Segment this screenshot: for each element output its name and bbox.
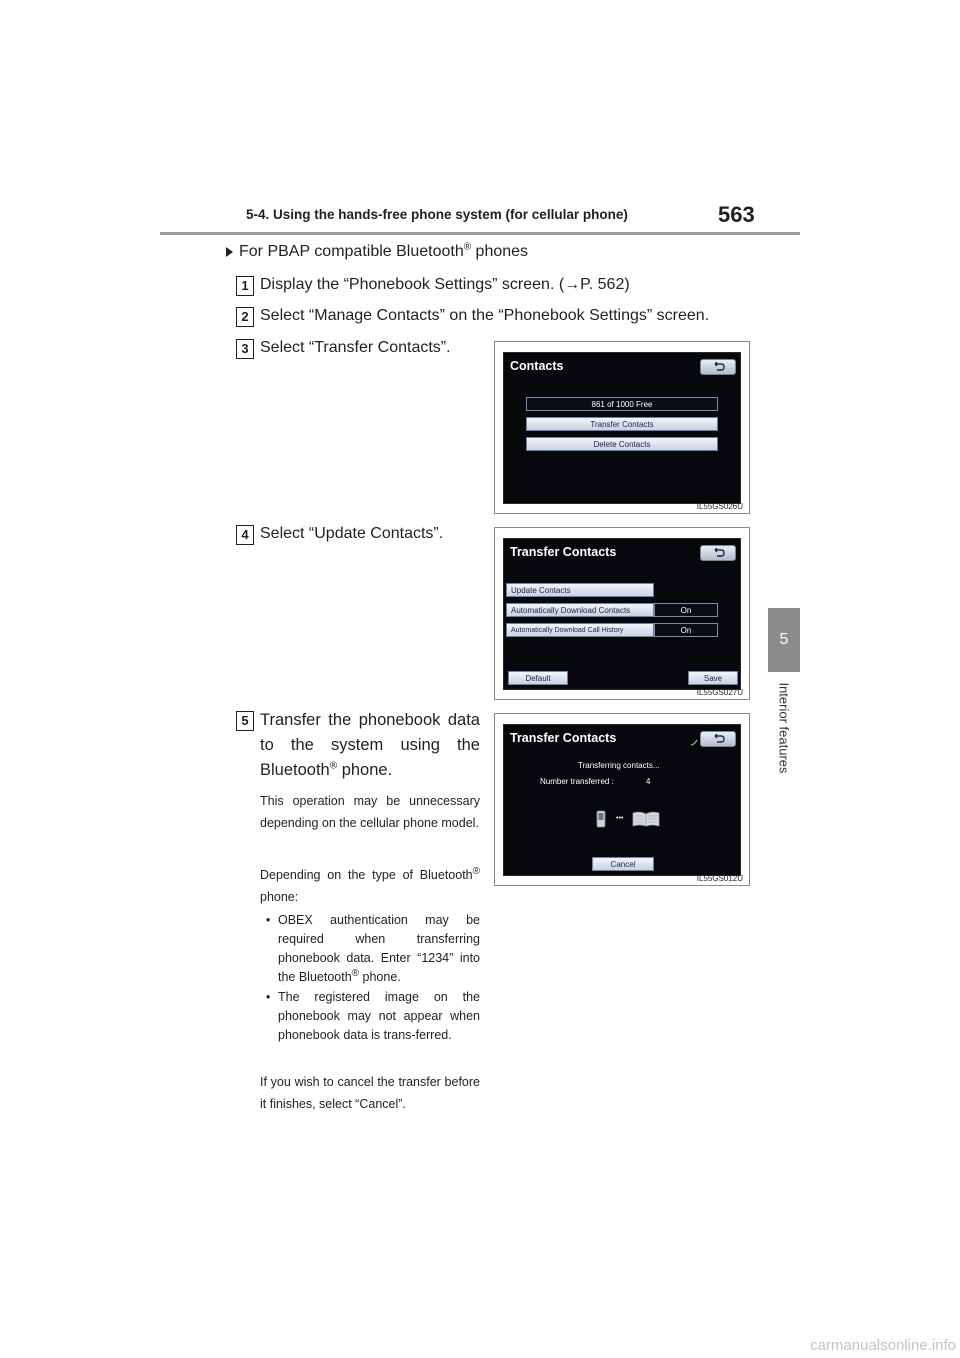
header-rule xyxy=(160,232,800,235)
note-unnecessary: This operation may be unnecessary depending on the cellular phone model. xyxy=(260,794,480,830)
step-number-3: 3 xyxy=(236,339,254,359)
image-code: IL55GS026U xyxy=(696,502,743,511)
bullet-dot: • xyxy=(266,990,271,1004)
back-arrow-icon xyxy=(711,548,725,558)
transfer-count-value: 4 xyxy=(646,777,651,786)
note-cancel: If you wish to cancel the transfer before it finishes, select “Cancel”. xyxy=(260,1075,480,1111)
auto-download-contacts-value: On xyxy=(654,603,718,617)
back-arrow-icon xyxy=(711,734,725,744)
step-number-2: 2 xyxy=(236,307,254,327)
save-button[interactable]: Save xyxy=(688,671,738,685)
bullet-image-text: The registered image on the phonebook may not appear when phonebook data is trans-ferred. xyxy=(278,990,480,1042)
auto-download-contacts-button[interactable]: Automatically Download Contacts xyxy=(506,603,654,617)
bullet-dot: • xyxy=(266,913,271,927)
triangle-bullet-icon xyxy=(226,247,233,257)
transfer-contacts-button[interactable]: Transfer Contacts xyxy=(526,417,718,431)
phonebook-icon xyxy=(632,811,660,827)
screenshot-contacts xyxy=(494,341,750,514)
cellphone-icon xyxy=(596,809,606,829)
watermark: carmanualsonline.info xyxy=(810,1337,956,1354)
step-text-1: Display the “Phonebook Settings” screen. (→P. 562) xyxy=(260,276,630,293)
note-depending-text: Depending on the type of Bluetooth xyxy=(260,868,473,882)
chapter-label: Interior features xyxy=(776,682,792,774)
image-code: IL55GS027U xyxy=(696,688,743,697)
section-title: 5-4. Using the hands-free phone system (for cellular phone) xyxy=(246,207,628,222)
step-text-3: Select “Transfer Contacts”. xyxy=(260,339,451,356)
page-number: 563 xyxy=(718,202,755,227)
step-text-4: Select “Update Contacts”. xyxy=(260,525,444,542)
intro-line xyxy=(226,243,528,261)
chapter-tab: 5 xyxy=(768,608,800,672)
step5-text-after: phone. xyxy=(337,761,393,779)
bullet-obex xyxy=(266,911,480,987)
delete-contacts-button[interactable]: Delete Contacts xyxy=(526,437,718,451)
step-text-5 xyxy=(260,708,480,783)
step-number-1: 1 xyxy=(236,276,254,296)
step5-text: Transfer the phonebook data to the system using the Bluetooth xyxy=(260,711,480,779)
screen-title: Contacts xyxy=(510,359,564,373)
update-contacts-button[interactable]: Update Contacts xyxy=(506,583,654,597)
memory-status: 861 of 1000 Free xyxy=(526,397,718,411)
bullet-image xyxy=(266,988,480,1045)
default-button[interactable]: Default xyxy=(508,671,568,685)
transfer-count-label: Number transferred : xyxy=(540,777,614,786)
step-number-4: 4 xyxy=(236,525,254,545)
intro-text: For PBAP compatible Bluetooth xyxy=(239,243,464,260)
contacts-screen xyxy=(503,352,741,504)
screenshot-transfer-settings xyxy=(494,527,750,700)
bullet-obex-text: OBEX authentication may be required when transferring phonebook data. Enter “1234” into the Bluetooth xyxy=(278,913,480,984)
screen-title: Transfer Contacts xyxy=(510,545,617,559)
screen-title: Transfer Contacts xyxy=(510,731,617,745)
bluetooth-signal-icon xyxy=(690,739,698,747)
step-text-2: Select “Manage Contacts” on the “Phonebook Settings” screen. xyxy=(260,307,710,324)
bullet-obex-after: phone. xyxy=(359,970,401,984)
back-button[interactable] xyxy=(700,359,736,375)
intro-text-after: phones xyxy=(471,243,529,260)
step-number-5: 5 xyxy=(236,711,254,731)
back-button[interactable] xyxy=(700,731,736,747)
image-code: IL55GS012U xyxy=(696,874,743,883)
registered-mark: ® xyxy=(351,967,360,979)
auto-download-history-value: On xyxy=(654,623,718,637)
cancel-button[interactable]: Cancel xyxy=(592,857,654,871)
registered-mark: ® xyxy=(472,865,480,877)
back-arrow-icon xyxy=(711,362,725,372)
transfer-status: Transferring contacts... xyxy=(578,761,660,770)
auto-download-history-button[interactable]: Automatically Download Call History xyxy=(506,623,654,637)
screenshot-transferring xyxy=(494,713,750,886)
transfer-progress-dots: ••• xyxy=(616,815,624,822)
note-depending xyxy=(260,864,480,908)
transfer-settings-screen xyxy=(503,538,741,690)
registered-mark: ® xyxy=(329,760,338,772)
transferring-screen xyxy=(503,724,741,876)
note-depending-after: phone: xyxy=(260,890,299,904)
registered-mark: ® xyxy=(463,241,472,253)
back-button[interactable] xyxy=(700,545,736,561)
